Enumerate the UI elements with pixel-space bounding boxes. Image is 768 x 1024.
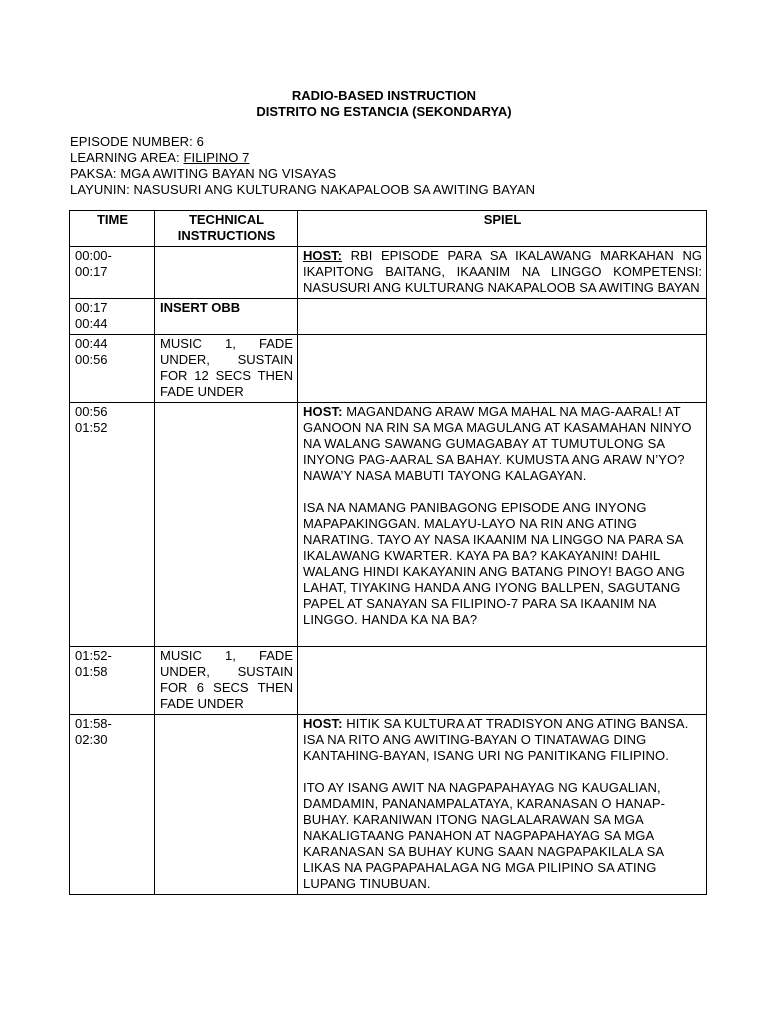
spiel-text: HITIK SA KULTURA AT TRADISYON ANG ATING BANSA. ISA NA RITO ANG AWITING-BAYAN O TINATAWAG DING KANTAHING-BAYAN, ISANG URI NG PANITIKANG FILIPINO. [303,716,689,763]
time-cell [70,715,155,895]
layunin-value: NASUSURI ANG KULTURANG NAKAPALOOB SA AWITING BAYAN [133,182,536,197]
spiel-paragraph [303,404,702,484]
header-time: TIME [70,211,155,247]
paksa-line [70,166,336,181]
host-label: HOST: [303,716,343,731]
learning-area-value: FILIPINO 7 [183,150,250,165]
spiel-text: MAGANDANG ARAW MGA MAHAL NA MAG-AARAL! AT GANOON NA RIN SA MGA MAGULANG AT KASAMAHAN NINYO NA WALANG SAWANG GUMAGABAY AT TUMUTULONG SA INYONG PAG-AARAL SA BAHAY. KUMUSTA ANG ARAW N’YO? NAWA’Y NASA MABUTI TAYONG KALAGAYAN. [303,404,692,483]
table-header-row [70,211,707,247]
table-row [70,335,707,403]
time-start: 00:00- [75,248,112,263]
layunin-label: LAYUNIN: [70,182,134,197]
time-end: 01:52 [75,420,108,435]
time-cell [70,335,155,403]
spiel-cell [298,247,707,299]
spiel-paragraph: ITO AY ISANG AWIT NA NAGPAPAHAYAG NG KAUGALIAN, DAMDAMIN, PANANAMPALATAYA, KARANASAN O HANAP-BUHAY. KARANIWAN ITONG NAGLALARAWAN SA MGA NAKALIGTAANG PANAHON AT NAGPAPAHAYAG SA MGA KARANASAN SA BUHAY KUNG SAAN NAGPAPAKILALA SA LIKAS NA PAGPAPAHALAGA NG MGA PILIPINO SA ATING LUPANG TINUBUAN. [303,780,666,891]
spiel-paragraph [303,716,702,764]
technical-cell: MUSIC 1, FADE UNDER, SUSTAIN FOR 12 SECS THEN FADE UNDER [155,335,298,403]
technical-cell [155,403,298,647]
time-start: 01:58- [75,716,112,731]
time-start: 00:56 [75,404,108,419]
host-label: HOST: [303,404,343,419]
spiel-paragraph: ISA NA NAMANG PANIBAGONG EPISODE ANG INYONG MAPAPAKINGGAN. MALAYU-LAYO NA RIN ANG ATING NARATING. TAYO AY NASA IKAANIM NA LINGGO NA PARA SA IKALAWANG KWARTER. KAYA PA BA? KAKAYANIN! DAHIL WALANG HINDI KAKAYANIN ANG BATANG PINOY! BAGO ANG LAHAT, TIYAKING HANDA ANG IYONG BALLPEN, SAGUTANG PAPEL AT SANAYAN SA FILIPINO-7 PARA SA IKAANIM NA LINGGO. HANDA KA NA BA? [303,500,685,627]
time-cell [70,647,155,715]
spiel-cell [298,403,707,647]
time-cell [70,247,155,299]
learning-area-label: LEARNING AREA: [70,150,184,165]
host-label: HOST: [303,248,342,263]
technical-cell [155,247,298,299]
time-start: 01:52- [75,648,112,663]
time-end: 00:17 [75,264,108,279]
technical-cell: MUSIC 1, FADE UNDER, SUSTAIN FOR 6 SECS THEN FADE UNDER [155,647,298,715]
episode-label: EPISODE NUMBER: [70,134,197,149]
episode-value: 6 [196,134,204,149]
time-end: 00:56 [75,352,108,367]
document-subtitle: DISTRITO NG ESTANCIA (SEKONDARYA) [256,104,512,119]
table-row [70,715,707,895]
time-end: 02:30 [75,732,108,747]
time-end: 00:44 [75,316,108,331]
episode-number-line [70,134,204,149]
header-spiel: SPIEL [298,211,707,247]
paksa-value: MGA AWITING BAYAN NG VISAYAS [120,166,337,181]
spiel-cell [298,715,707,895]
time-cell [70,403,155,647]
learning-area-line [70,150,250,165]
header-technical-instructions: TECHNICAL INSTRUCTIONS [155,211,298,247]
technical-cell [155,715,298,895]
table-row [70,299,707,335]
time-end: 01:58 [75,664,108,679]
spiel-cell [298,335,707,403]
spiel-text: RBI EPISODE PARA SA IKALAWANG MARKAHAN NG IKAPITONG BAITANG, IKAANIM NA LINGGO KOMPETENSI: NASUSURI ANG KULTURANG NAKAPALOOB SA AWITING BAYAN [303,248,702,295]
time-cell [70,299,155,335]
spiel-cell [298,647,707,715]
time-start: 00:44 [75,336,108,351]
paksa-label: PAKSA: [70,166,121,181]
document-title: RADIO-BASED INSTRUCTION [291,88,477,103]
technical-cell: INSERT OBB [155,299,298,335]
layunin-line [70,182,535,197]
table-row [70,403,707,647]
time-start: 00:17 [75,300,108,315]
table-row [70,247,707,299]
spiel-cell [298,299,707,335]
table-row [70,647,707,715]
script-table [69,210,707,895]
